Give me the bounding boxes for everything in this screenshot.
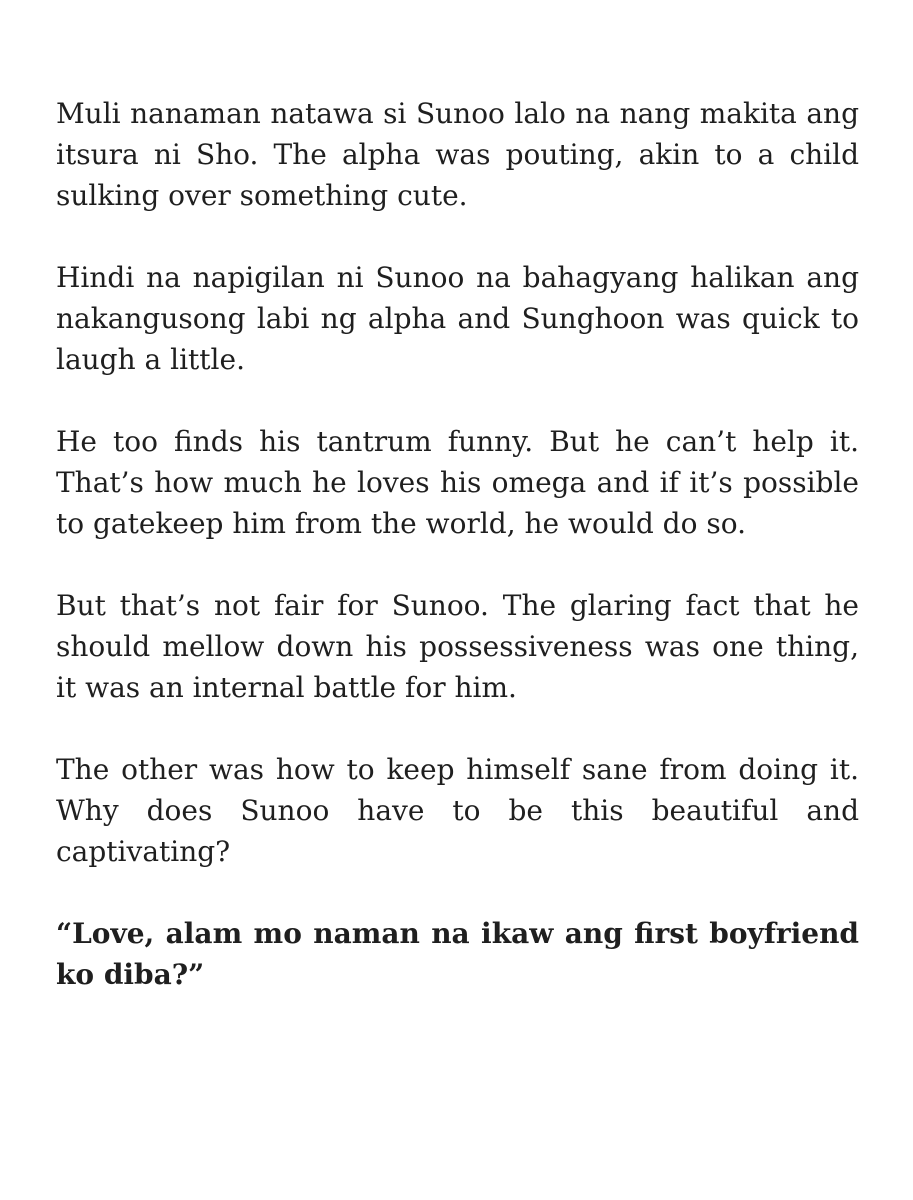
paragraph-5: The other was how to keep himself sane from doing it. Why does Sunoo have to be this beautiful and captivating? [56, 753, 859, 868]
document-body [56, 93, 859, 995]
paragraph-1: Muli nanaman natawa si Sunoo lalo na nang makita ang itsura ni Sho. The alpha was pouting, akin to a child sulking over something cute. [56, 97, 859, 212]
paragraph-4: But that’s not fair for Sunoo. The glaring fact that he should mellow down his possessiveness was one thing, it was an internal battle for him. [56, 589, 859, 704]
paragraph-3: He too finds his tantrum funny. But he can’t help it. That’s how much he loves his omega and if it’s possible to gatekeep him from the world, he would do so. [56, 425, 859, 540]
dialogue-line: “Love, alam mo naman na ikaw ang first boyfriend ko diba?” [56, 917, 859, 991]
paragraph-2: Hindi na napigilan ni Sunoo na bahagyang halikan ang nakangusong labi ng alpha and Sunghoon was quick to laugh a little. [56, 261, 859, 376]
